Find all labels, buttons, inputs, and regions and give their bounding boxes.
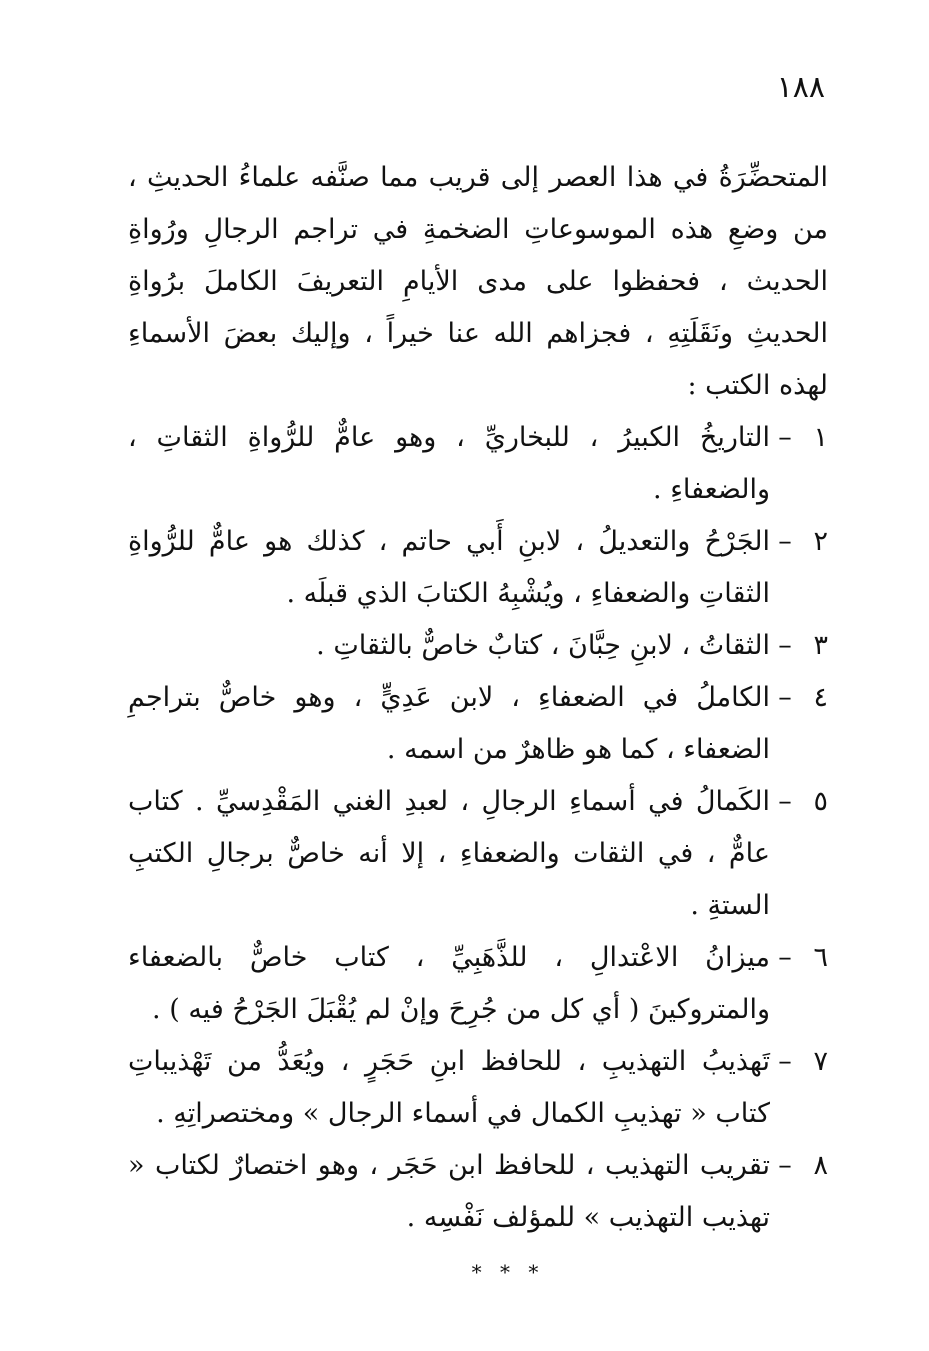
list-item [128,516,828,620]
intro-paragraph: المتحضِّرَةُ في هذا العصر إلى قريب مما صنَّفه علماءُ الحديثِ ، من وضعِ هذه الموسوعاتِ الضخمةِ في تراجم الرجالِ ورُواةِ الحديث ، فحفظوا على مدى الأيامِ التعريفَ الكاملَ برُواةِ الحديثِ ونَقَلَتِهِ ، فجزاهم الله عنا خيراً ، وإليك بعضَ الأسماءِ لهذه الكتب : [128,162,828,401]
item-number: ٣ [813,630,828,661]
item-number: ٦ [813,942,828,973]
item-text: ميزانُ الاعْتدالِ ، للذَّهَبِيِّ ، كتاب خاصٌّ بالضعفاء والمتروكينَ ( أي كل من جُرِحَ وإنْ لم يُقْبَلَ الجَرْحُ فيه ) . [128,942,770,1025]
item-number: ٥ [813,786,828,817]
item-number: ٤ [813,682,828,713]
list-item [128,1140,828,1244]
item-text: الكاملُ في الضعفاءِ ، لابن عَدِيٍّ ، وهو خاصٌّ بتراجمِ الضعفاء ، كما هو ظاهرٌ من اسمه . [128,682,770,765]
item-dash: – [778,942,792,973]
section-separator: * * * [471,1260,545,1284]
item-number: ١ [813,422,828,453]
item-text: تقريب التهذيب ، للحافظ ابن حَجَر ، وهو اختصارٌ لكتاب « تهذيب التهذيب » للمؤلف نَفْسِه . [128,1150,770,1233]
list-item [128,412,828,516]
list-item [128,672,828,776]
item-text: الثقاتُ ، لابنِ حِبَّانَ ، كتابٌ خاصٌّ بالثقاتِ . [316,630,770,661]
item-text: تَهذيبُ التهذيبِ ، للحافظ ابنِ حَجَرٍ ، ويُعَدُّ من تَهْذيباتِ كتاب « تهذيبِ الكمال في أسماء الرجال » ومختصراتِهِ . [128,1046,770,1129]
page-body [128,152,828,1298]
item-dash: – [778,1150,792,1181]
item-text: الكَمالُ في أسماءِ الرجالِ ، لعبدِ الغني المَقْدِسيِّ . كتاب عامٌّ ، في الثقات والضعفاءِ ، إلا أنه خاصٌّ برجالِ الكتبِ الستةِ . [128,786,770,921]
item-dash: – [778,786,792,817]
item-dash: – [778,630,792,661]
list-item [128,932,828,1036]
item-dash: – [778,682,792,713]
page-number: ١٨٨ [776,70,825,105]
book-list [128,412,828,1244]
item-text: الجَرْحُ والتعديلُ ، لابنِ أَبي حاتم ، كذلك هو عامٌّ للرُّواةِ الثقاتِ والضعفاءِ ، ويُشْبِهُ الكتابَ الذي قبلَه . [128,526,770,609]
list-item [128,620,828,672]
item-number: ٧ [813,1046,828,1077]
item-dash: – [778,422,792,453]
item-number: ٢ [813,526,828,557]
item-dash: – [778,1046,792,1077]
item-text: التاريخُ الكبيرُ ، للبخاريِّ ، وهو عامٌّ للرُّواةِ الثقاتِ ، والضعفاءِ . [128,422,770,505]
item-dash: – [778,526,792,557]
item-number: ٨ [813,1150,828,1181]
list-item [128,1036,828,1140]
list-item [128,776,828,932]
